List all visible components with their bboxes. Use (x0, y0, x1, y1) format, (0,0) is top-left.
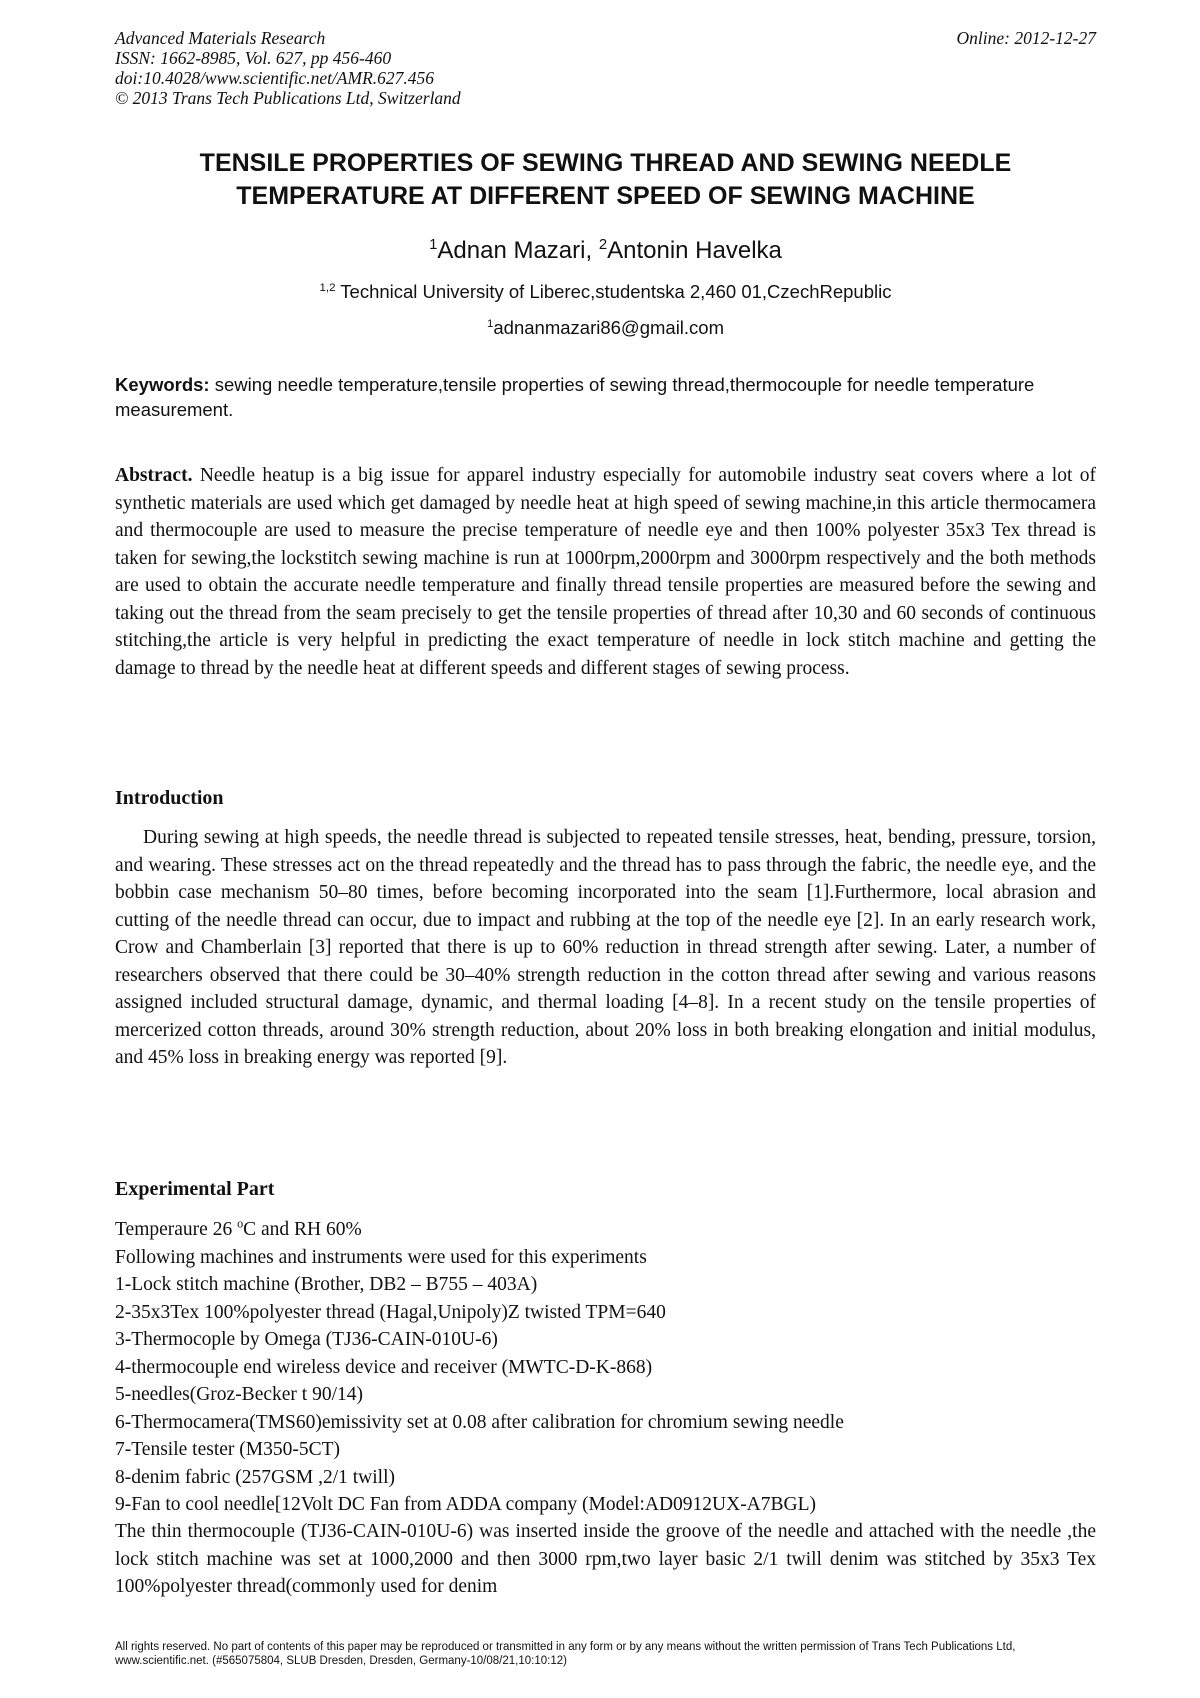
introduction-heading: Introduction (115, 787, 224, 809)
author-2-name: Antonin Havelka (607, 237, 782, 264)
keywords-text: sewing needle temperature,tensile properties of sewing thread,thermocouple for needle temperature measurement. (115, 374, 1035, 420)
title-line-1: TENSILE PROPERTIES OF SEWING THREAD AND SEWING NEEDLE (199, 149, 1012, 177)
experimental-paragraph: The thin thermocouple (TJ36-CAIN-010U-6) was inserted inside the groove of the needle and attached with the needle ,the lock stitch machine was set at 1000,2000 and then 3000 rpm,two layer basic 2/1 twill denim was stitched by 35x3 Tex 100%polyester thread(commonly used for denim (115, 1521, 1096, 1597)
keywords (115, 372, 1096, 422)
email-marker: 1 (487, 317, 494, 330)
introduction-paragraph: During sewing at high speeds, the needle thread is subjected to repeated tensile stresses, heat, bending, pressure, torsion, and wearing. These stresses act on the thread repeatedly and the thread has to pass through the fabric, the needle eye, and the bobbin case mechanism 50–80 times, before becoming incorporated into the seam [1].Furthermore, local abrasion and cutting of the needle thread can occur, due to impact and rubbing at the top of the needle eye [2]. In an early research work, Crow and Chamberlain [3] reported that there is up to 60% reduction in thread strength after sewing. Later, a number of researchers observed that there could be 30–40% strength reduction in the cotton thread after sewing and various reasons assigned included structural damage, dynamic, and thermal loading [4–8]. In a recent study on the tensile properties of mercerized cotton threads, around 30% strength reduction, about 20% loss in both breaking elongation and initial modulus, and 45% loss in breaking energy was reported [9]. (115, 827, 1096, 1068)
list-item: 1-Lock stitch machine (Brother, DB2 – B755 – 403A) (115, 1274, 538, 1295)
list-item: 6-Thermocamera(TMS60)emissivity set at 0.08 after calibration for chromium sewing needle (115, 1411, 844, 1433)
abstract-text: Needle heatup is a big issue for apparel industry especially for automobile industry seat covers where a lot of synthetic materials are used which get damaged by needle heat at high speed of sewing machine,in this article thermocamera and thermocouple are used to measure the precise temperature of needle eye and then 100% polyester 35x3 Tex thread is taken for sewing,the lockstitch sewing machine is run at 1000rpm,2000rpm and 3000rpm respectively and the both methods are used to obtain the accurate needle temperature and finally thread tensile properties are measured before the sewing and taking out the thread from the seam precisely to get the tensile properties of thread after 10,30 and 60 seconds of continuous stitching,the article is very helpful in predicting the exact temperature of needle in lock stitch machine and getting the damage to thread by the needle heat at different speeds and different stages of sewing process. (115, 465, 1096, 679)
affiliation (115, 280, 1096, 304)
conditions-suffix: C and RH 60% (243, 1219, 362, 1240)
list-item: 8-denim fabric (257GSM ,2/1 twill) (115, 1466, 395, 1488)
email-address: adnanmazari86@gmail.com (493, 317, 724, 338)
author-1-name: Adnan Mazari, (437, 237, 599, 264)
journal-copyright: © 2013 Trans Tech Publications Ltd, Switzerland (115, 88, 461, 108)
list-item: 4-thermocouple end wireless device and receiver (MWTC-D-K-868) (115, 1356, 653, 1378)
experimental-heading: Experimental Part (115, 1178, 275, 1200)
journal-header (115, 28, 461, 108)
degree-marker: o (237, 1216, 244, 1231)
author-email (115, 316, 1096, 340)
journal-doi: doi:10.4028/www.scientific.net/AMR.627.456 (115, 68, 435, 88)
abstract-label: Abstract. (115, 465, 193, 486)
copyright-footer: All rights reserved. No part of contents of this paper may be reproduced or transmitted in any form or by any means without the written permission of Trans Tech Publications Ltd, www.scientific.net. (#565075804, SLUB Dresden, Dresden, Germany-10/08/21,10:10:12) (115, 1641, 1016, 1667)
conditions-line (115, 1216, 1096, 1244)
author-1-marker: 1 (429, 237, 438, 253)
author-list (115, 236, 1096, 266)
keywords-label: Keywords: (115, 374, 210, 395)
paper-title (115, 147, 1096, 213)
affiliation-text: Technical University of Liberec,studentska 2,460 01,CzechRepublic (335, 281, 892, 302)
list-item: 5-needles(Groz-Becker t 90/14) (115, 1384, 363, 1405)
affiliation-marker: 1,2 (319, 281, 336, 294)
list-item: 3-Thermocople by Omega (TJ36-CAIN-010U-6) (115, 1329, 498, 1350)
list-item: 2-35x3Tex 100%polyester thread (Hagal,Unipoly)Z twisted TPM=640 (115, 1301, 666, 1323)
author-2-marker: 2 (598, 237, 608, 253)
journal-issn: ISSN: 1662-8985, Vol. 627, pp 456-460 (115, 48, 392, 68)
title-line-2: TEMPERATURE AT DIFFERENT SPEED OF SEWING MACHINE (236, 182, 975, 210)
conditions-prefix: Temperaure 26 (115, 1219, 238, 1240)
online-date: Online: 2012-12-27 (956, 28, 1096, 48)
instruments-intro: Following machines and instruments were used for this experiments (115, 1246, 647, 1268)
list-item: 7-Tensile tester (M350-5CT) (115, 1439, 340, 1460)
abstract (115, 462, 1096, 682)
journal-name: Advanced Materials Research (115, 28, 326, 48)
experimental-list (115, 1216, 1096, 1519)
list-item: 9-Fan to cool needle[12Volt DC Fan from ADDA company (Model:AD0912UX-A7BGL) (115, 1494, 817, 1515)
